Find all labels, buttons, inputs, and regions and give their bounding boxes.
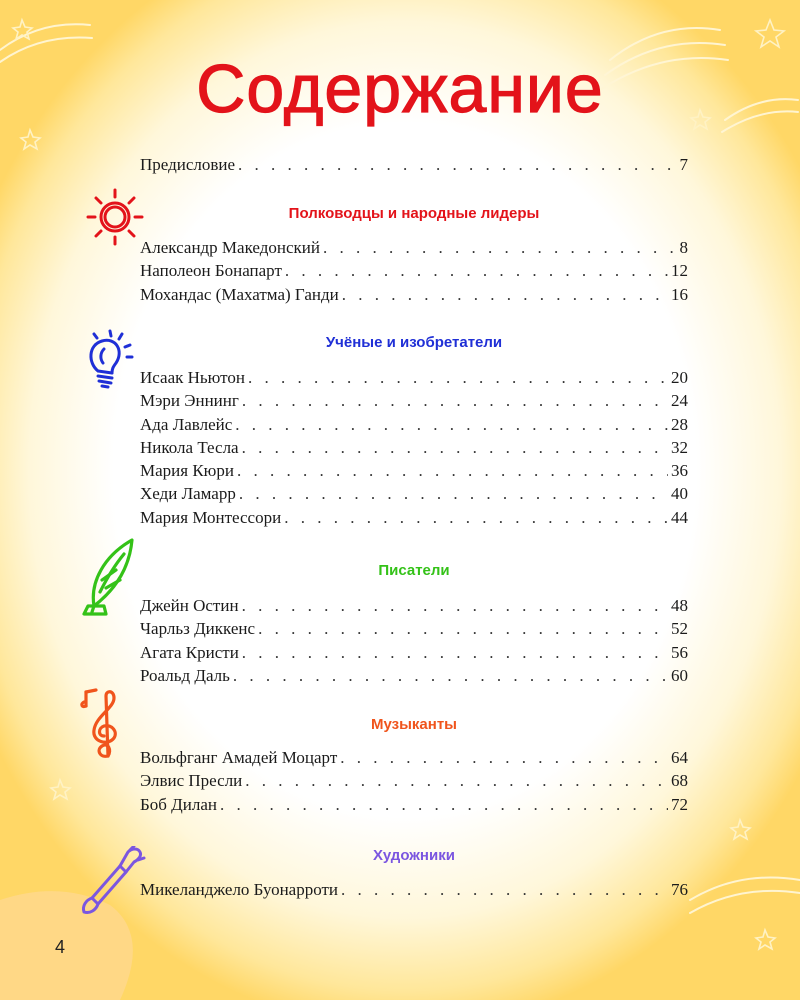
entry-name: Боб Дилан [140, 794, 217, 814]
section-list-leaders [140, 236, 688, 306]
section-heading-leaders: Полководцы и народные лидеры [288, 205, 540, 222]
dot-leader [235, 413, 668, 436]
toc-entry[interactable] [140, 594, 688, 617]
entry-name: Мария Монтессори [140, 507, 282, 527]
dot-leader [242, 594, 668, 617]
section-heading-artists: Художники [373, 847, 455, 864]
entry-name: Мария Кюри [140, 461, 234, 481]
entry-page: 8 [679, 238, 688, 257]
toc-entry[interactable] [140, 366, 688, 389]
section-list-scientists [140, 366, 688, 529]
section-heading-scientists: Учёные и изобретатели [325, 334, 503, 351]
entry-page: 68 [671, 771, 688, 791]
toc-entry[interactable] [140, 617, 688, 640]
toc-entry[interactable] [140, 506, 688, 529]
dot-leader [242, 389, 668, 412]
entry-page: 24 [671, 391, 688, 411]
dot-leader [239, 482, 668, 505]
toc-entry[interactable] [140, 283, 688, 306]
entry-name: Наполеон Бонапарт [140, 261, 282, 281]
dot-leader [220, 793, 668, 816]
entry-page: 20 [671, 368, 688, 387]
dot-leader [242, 641, 668, 664]
entry-name: Мэри Эннинг [140, 391, 239, 411]
toc-entry[interactable] [140, 236, 688, 259]
toc-entry[interactable] [140, 664, 688, 687]
entry-name: Александр Македонский [140, 238, 321, 257]
entry-name: Вольфганг Амадей Моцарт [140, 748, 338, 767]
dot-leader [341, 878, 668, 901]
entry-name: Джейн Остин [140, 596, 239, 615]
dot-leader [238, 153, 676, 176]
toc-entry[interactable] [140, 259, 688, 282]
toc-entry[interactable] [140, 746, 688, 769]
toc-entry[interactable] [140, 459, 688, 482]
dot-leader [242, 436, 668, 459]
preface-list [140, 153, 688, 176]
entry-name: Микеланджело Буонарроти [140, 880, 339, 899]
toc-entry[interactable] [140, 413, 688, 436]
entry-page: 28 [671, 414, 688, 434]
entry-name: Никола Тесла [140, 437, 239, 457]
entry-page: 60 [671, 665, 688, 685]
toc-entry[interactable] [140, 641, 688, 664]
toc-entry[interactable] [140, 793, 688, 816]
toc-entry[interactable] [140, 878, 688, 901]
toc-entry-preface[interactable] [140, 153, 688, 176]
entry-name: Чарльз Диккенс [140, 619, 256, 639]
section-heading-writers: Писатели [378, 562, 450, 579]
toc-entry[interactable] [140, 436, 688, 459]
paintbrush-icon [76, 846, 150, 918]
entry-page: 16 [671, 284, 688, 304]
dot-leader [245, 769, 668, 792]
entry-page: 40 [671, 484, 688, 504]
entry-name: Мохандас (Махатма) Ганди [140, 284, 339, 304]
entry-page: 52 [671, 619, 688, 639]
entry-page: 32 [671, 437, 688, 457]
section-list-artists [140, 878, 688, 901]
entry-name: Исаак Ньютон [140, 368, 245, 387]
entry-page: 36 [671, 461, 688, 481]
entry-page: 44 [671, 507, 688, 527]
page-number: 4 [55, 937, 66, 957]
dot-leader [284, 506, 668, 529]
dot-leader [340, 746, 668, 769]
lightbulb-icon [80, 325, 136, 391]
quill-icon [80, 536, 140, 620]
dot-leader [323, 236, 676, 259]
section-heading-musicians: Музыканты [371, 716, 457, 733]
entry-page: 48 [671, 596, 688, 615]
entry-page: 7 [679, 155, 688, 174]
section-list-musicians [140, 746, 688, 816]
dot-leader [237, 459, 668, 482]
entry-page: 76 [671, 880, 688, 899]
toc-entry[interactable] [140, 769, 688, 792]
entry-page: 12 [671, 261, 688, 281]
treble-clef-icon [78, 688, 134, 762]
dot-leader [233, 664, 668, 687]
entry-name: Ада Лавлейс [140, 414, 233, 434]
toc-entry[interactable] [140, 482, 688, 505]
dot-leader [342, 283, 668, 306]
entry-name: Агата Кристи [140, 642, 239, 662]
entry-name: Роальд Даль [140, 665, 230, 685]
entry-page: 64 [671, 748, 688, 767]
toc-entry[interactable] [140, 389, 688, 412]
dot-leader [248, 366, 668, 389]
section-list-writers [140, 594, 688, 687]
dot-leader [285, 259, 668, 282]
entry-name: Элвис Пресли [140, 771, 243, 791]
entry-name: Хеди Ламарр [140, 484, 236, 504]
page-title: Содержание [196, 51, 604, 127]
sun-icon [84, 186, 146, 248]
dot-leader [258, 617, 668, 640]
entry-page: 72 [671, 794, 688, 814]
entry-name: Предисловие [140, 155, 236, 174]
entry-page: 56 [671, 642, 688, 662]
